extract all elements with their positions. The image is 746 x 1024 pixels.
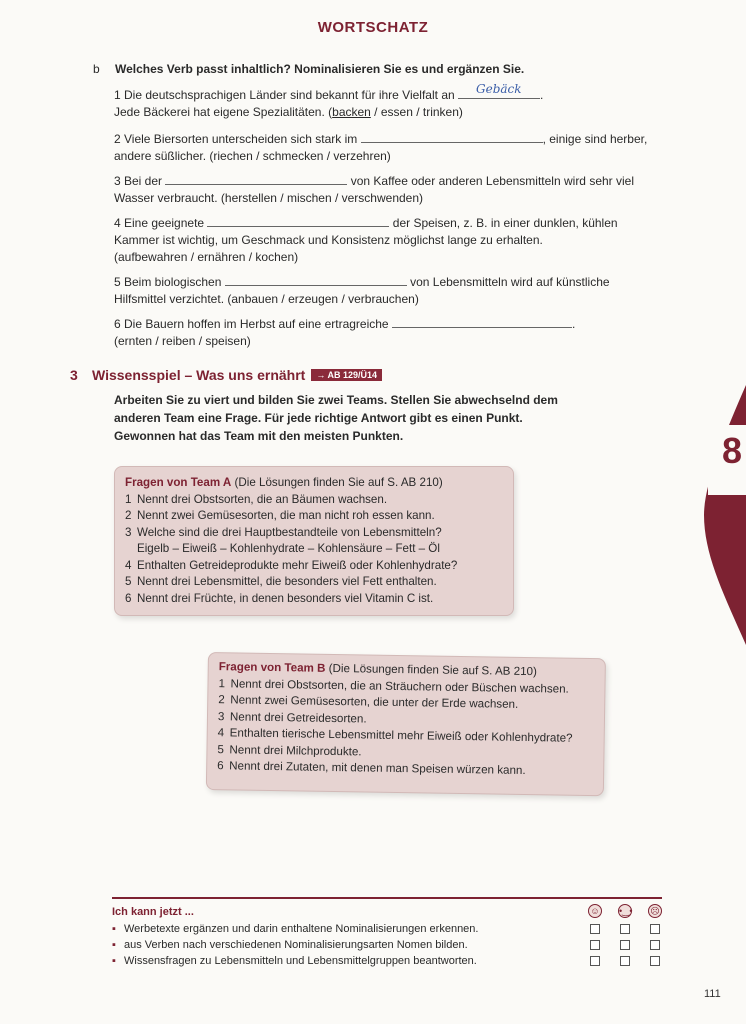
checkbox[interactable] [590,956,600,966]
exercise-5 [114,273,684,308]
exercise-text: / essen / trinken) [370,105,463,119]
exercise-text: von Lebensmitteln wird auf künstliche [410,275,610,289]
workbook-reference-badge[interactable]: → AB 129/Ü14 [311,369,382,381]
exercise-text: Kammer ist wichtig, um Geschmack und Konsistenz möglichst lange zu erhalten. [114,233,543,247]
section-number: 3 [70,367,78,383]
exercise-text: (ernten / reiben / speisen) [114,334,251,348]
exercise-text: . [540,88,544,102]
answer-blank[interactable] [458,82,540,99]
exercise-text: 4 Eine geeignete [114,216,205,230]
section-3-heading [70,367,382,383]
list-item: ▪ Wissensfragen zu Lebensmitteln und Lebensmittelgruppen beantworten. [112,955,477,967]
list-item: 2 Nennt zwei Gemüsesorten, die unter der Erde wachsen. [218,693,519,711]
chapter-tab-shape [704,385,746,645]
team-a-label: Fragen von Team A [125,476,232,489]
handwritten-answer: Gebäck [476,82,522,96]
exercise-text: (aufbewahren / ernähren / kochen) [114,250,299,264]
team-a-list [125,492,503,608]
exercise-text: Hilfsmittel verzichtet. (anbauen / erzeugen / verbrauchen) [114,292,419,306]
smile-icon: ☺ [588,904,602,918]
checkbox[interactable] [620,956,630,966]
exercise-6 [114,315,684,350]
checkbox[interactable] [620,924,630,934]
checkbox[interactable] [620,940,630,950]
section-title: Wissensspiel – Was uns ernährt [92,367,306,383]
exercise-text: 3 Bei der [114,174,163,188]
answer-blank[interactable] [392,315,572,328]
exercise-text: 1 Die deutschsprachigen Länder sind bekannt für ihre Vielfalt an [114,88,455,102]
checkbox[interactable] [590,940,600,950]
exercise-text: andere süßlicher. (riechen / schmecken / verzehren) [114,149,391,163]
list-item: 5 Nennt drei Lebensmittel, die besonders viel Fett enthalten. [125,575,437,588]
list-item: 2 Nennt zwei Gemüsesorten, die man nicht roh essen kann. [125,509,435,522]
exercise-text: , einige sind herber, [542,132,648,146]
answer-blank[interactable] [165,172,347,185]
list-item: 1 Nennt drei Obstsorten, die an Bäumen wachsen. [125,492,388,506]
exercise-4 [114,214,684,266]
list-item: 3 Welche sind die drei Hauptbestandteile von Lebensmitteln? [125,525,442,539]
list-item: ▪ Werbetexte ergänzen und darin enthaltene Nominalisierungen erkennen. [112,923,479,935]
checkbox[interactable] [650,924,660,934]
list-item: 1 Nennt drei Obstsorten, die an Sträuchern oder Büschen wachsen. [218,676,569,696]
answer-blank[interactable] [225,273,407,286]
footer-divider [112,897,662,899]
team-b-label: Fragen von Team B [218,660,326,675]
self-assessment-intro: Ich kann jetzt ... [112,906,194,918]
list-item: 6 Nennt drei Früchte, in denen besonders viel Vitamin C ist. [125,591,434,605]
exercise-3 [114,172,684,207]
chapter-tab[interactable] [704,385,746,645]
list-item: 5 Nennt drei Milchprodukte. [217,742,362,758]
checkbox[interactable] [590,924,600,934]
list-item: ▪ aus Verben nach verschiedenen Nominalisierungsarten Nomen bilden. [112,939,468,951]
team-b-list [217,676,595,781]
list-item: 3 Nennt drei Getreidesorten. [217,709,367,725]
exercise-text: von Kaffee oder anderen Lebensmitteln wird sehr viel [350,174,635,188]
answer-blank[interactable] [361,130,543,143]
exercise-text: 2 Viele Biersorten unterscheiden sich stark im [114,132,358,146]
answer-blank[interactable] [207,214,389,227]
section-3-instructions: Arbeiten Sie zu viert und bilden Sie zwei Teams. Stellen Sie abwechselnd dem anderen Team eine Frage. Für jede richtige Antwort gibt es einen Punkt. Gewonnen hat das Team mit den meisten Punkten. [114,393,558,443]
exercise-text: Wasser verbraucht. (herstellen / mischen / verschwenden) [114,191,424,205]
task-letter: b [93,62,100,76]
task-instruction: Welches Verb passt inhaltlich? Nominalisieren Sie es und ergänzen Sie. [115,62,525,76]
team-a-title [125,475,503,492]
checkbox[interactable] [650,956,660,966]
checkbox[interactable] [650,940,660,950]
team-b-note: (Die Lösungen finden Sie auf S. AB 210) [328,661,537,679]
team-a-questions-box [114,466,514,616]
list-item: 6 Nennt drei Zutaten, mit denen man Speisen würzen kann. [217,759,526,778]
exercise-text: 5 Beim biologischen [114,275,222,289]
exercise-text: Jede Bäckerei hat eigene Spezialitäten. ( [114,105,333,119]
page-title: WORTSCHATZ [317,19,429,36]
list-item: 4 Enthalten Getreideprodukte mehr Eiweiß oder Kohlenhydrate? [125,558,458,572]
page-number: 111 [704,988,721,1000]
exercise-text: 6 Die Bauern hoffen im Herbst auf eine ertragreiche [114,317,389,331]
list-item-options: Eigelb – Eiweiß – Kohlenhydrate – Kohlensäure – Fett – Öl [137,542,440,555]
list-item: 4 Enthalten tierische Lebensmittel mehr Eiweiß oder Kohlenhydrate? [217,726,573,745]
exercise-1 [114,82,674,121]
sad-icon: ☹ [648,904,662,918]
chapter-number: 8 [721,430,742,471]
self-assessment-list [112,921,478,969]
team-b-questions-box [206,652,606,796]
task-b-heading [93,62,524,76]
underlined-verb: backen [332,105,371,119]
exercise-2 [114,130,684,165]
exercise-text: der Speisen, z. B. in einer dunklen, kühlen [392,216,618,230]
exercise-text: . [571,317,576,331]
team-a-note: (Die Lösungen finden Sie auf S. AB 210) [234,476,443,489]
neutral-icon: •‿• [619,906,633,916]
